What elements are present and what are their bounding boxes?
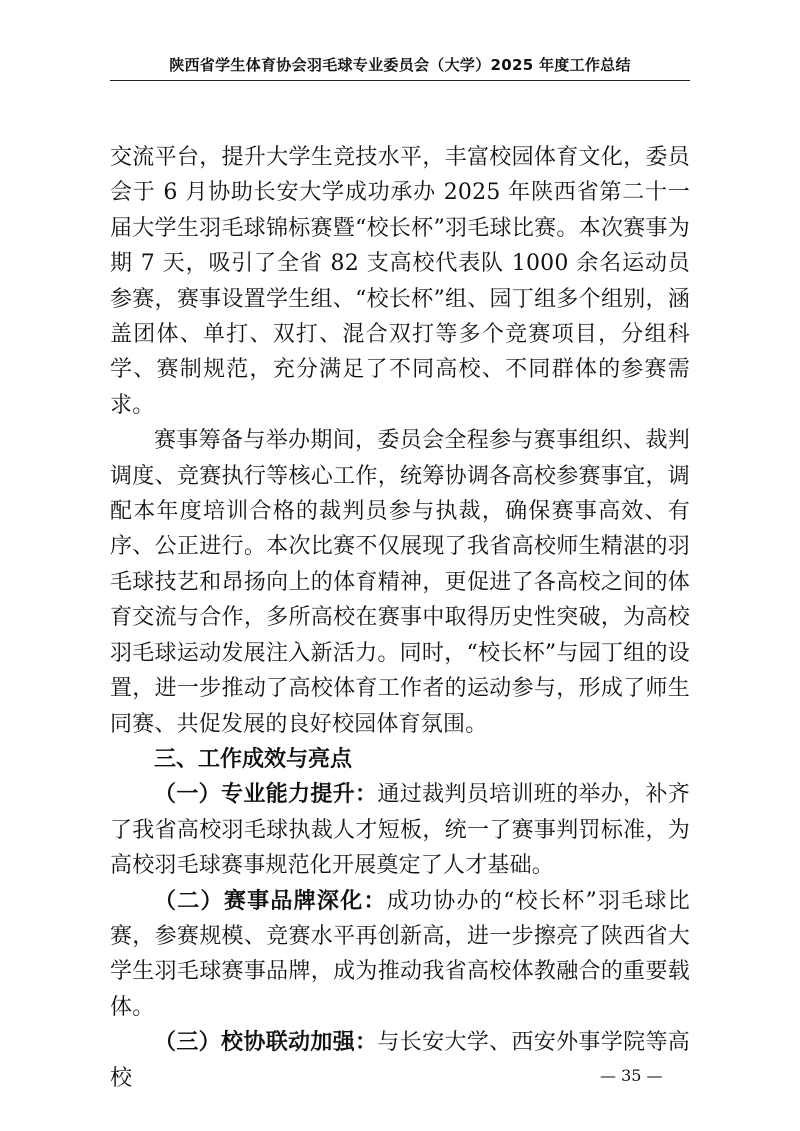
paragraph-1: 交流平台，提升大学生竞技水平，丰富校园体育文化，委员会于 6 月协助长安大学成功承办 2025 年陕西省第二十一届大学生羽毛球锦标赛暨“校长杯”羽毛球比赛。本次赛事为期 7 天，吸引了全省 82 支高校代表队 1000 余名运动员参赛，赛事设置学生组、“校长杯”组、园丁组多个组别，涵盖团体、单打、双打、混合双打等多个竞赛项目，分组科学、赛制规范，充分满足了不同高校、不同群体的参赛需求。 (110, 145, 690, 418)
item-3 (110, 1025, 690, 1096)
document-body (110, 140, 690, 1096)
section-title: 三、工作成效与亮点 (154, 745, 353, 772)
item-2-lead: （二）赛事品牌深化： (154, 887, 387, 914)
page-header: 陕西省学生体育协会羽毛球专业委员会（大学）2025 年度工作总结 (169, 56, 631, 74)
item-2 (110, 884, 690, 1026)
item-3-text: 与长安大学、西安外事学院等高校 (110, 1030, 690, 1091)
item-1 (110, 777, 690, 883)
header-rule (110, 80, 690, 81)
item-1-lead: （一）专业能力提升： (154, 781, 378, 808)
item-2-text: 成功协办的“校长杯”羽毛球比赛，参赛规模、竞赛水平再创新高，进一步擦亮了陕西省大学生羽毛球赛事品牌，成为推动我省高校体教融合的重要载体。 (110, 888, 690, 1020)
page-number: — 35 — (600, 1066, 663, 1085)
item-3-lead: （三）校协联动加强： (154, 1029, 378, 1056)
item-1-text: 通过裁判员培训班的举办，补齐了我省高校羽毛球执裁人才短板，统一了赛事判罚标准，为高校羽毛球赛事规范化开展奠定了人才基础。 (110, 782, 690, 879)
paragraph-2: 赛事筹备与举办期间，委员会全程参与赛事组织、裁判调度、竞赛执行等核心工作，统筹协调各高校参赛事宜，调配本年度培训合格的裁判员参与执裁，确保赛事高效、有序、公正进行。本次比赛不仅展现了我省高校师生精湛的羽毛球技艺和昂扬向上的体育精神，更促进了各高校之间的体育交流与合作，多所高校在赛事中取得历史性突破，为高校羽毛球运动发展注入新活力。同时，“校长杯”与园丁组的设置，进一步推动了高校体育工作者的运动参与，形成了师生同赛、共促发展的良好校园体育氛围。 (110, 428, 690, 737)
